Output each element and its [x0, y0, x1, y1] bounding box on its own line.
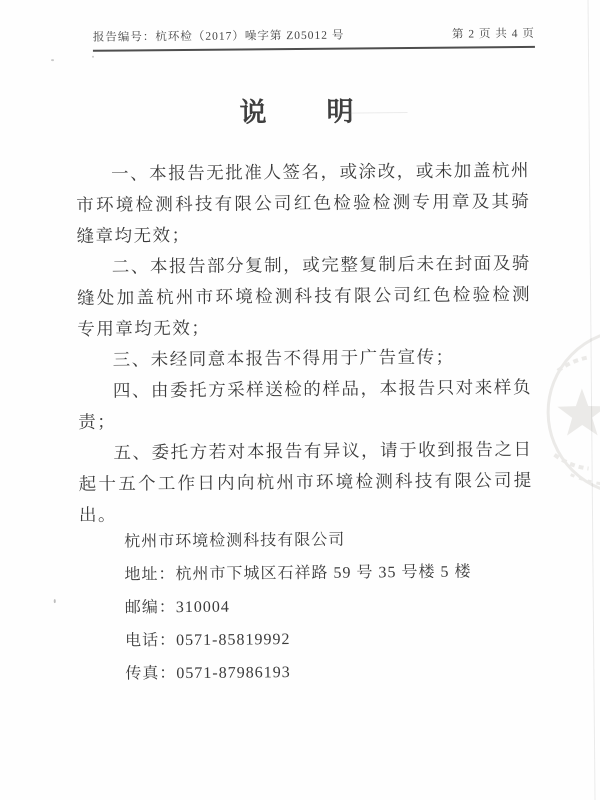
company-info-block — [124, 522, 525, 690]
scan-speck — [54, 599, 56, 603]
scan-speck — [51, 59, 54, 61]
note-item-3: 三、未经同意本报告不得用于广告宣传； — [112, 346, 455, 370]
page-header — [93, 25, 535, 52]
scan-speck — [92, 56, 94, 58]
company-name: 杭州市环境检测科技有限公司 — [124, 531, 346, 551]
note-item-2: 二、本报告部分复制，或完整复制后未在封面及骑缝处加盖杭州市环境检测科技有限公司红色检验检测专用章均无效； — [77, 252, 532, 339]
page-indicator: 第 2 页 共 4 页 — [451, 27, 535, 41]
note-item-4: 四、由委托方采样送检的样品，本报告只对来样负责； — [78, 376, 532, 432]
company-phone: 电话：0571-85819992 — [125, 631, 291, 650]
page-title: 说 明 — [239, 96, 356, 128]
note-item-5: 五、委托方若对本报告有异议，请于收到报告之日起十五个工作日内向杭州市环境检测科技有限公司提出。 — [78, 438, 533, 525]
company-fax: 传真：0571-87986193 — [125, 664, 291, 683]
report-number: 报告编号：杭环检（2017）噪字第 Z05012 号 — [92, 29, 345, 44]
note-item-1: 一、本报告无批准人签名，或涂改，或未加盖杭州市环境检测科技有限公司红色检验检测专用章及其骑缝章均无效； — [76, 159, 531, 246]
company-address: 地址：杭州市下城区石祥路 59 号 35 号楼 5 楼 — [124, 563, 472, 584]
company-postal-code: 邮编：310004 — [124, 598, 230, 617]
embossed-seal-imprint — [519, 322, 600, 513]
seal-star-icon — [557, 388, 600, 435]
notes-section — [76, 155, 533, 531]
